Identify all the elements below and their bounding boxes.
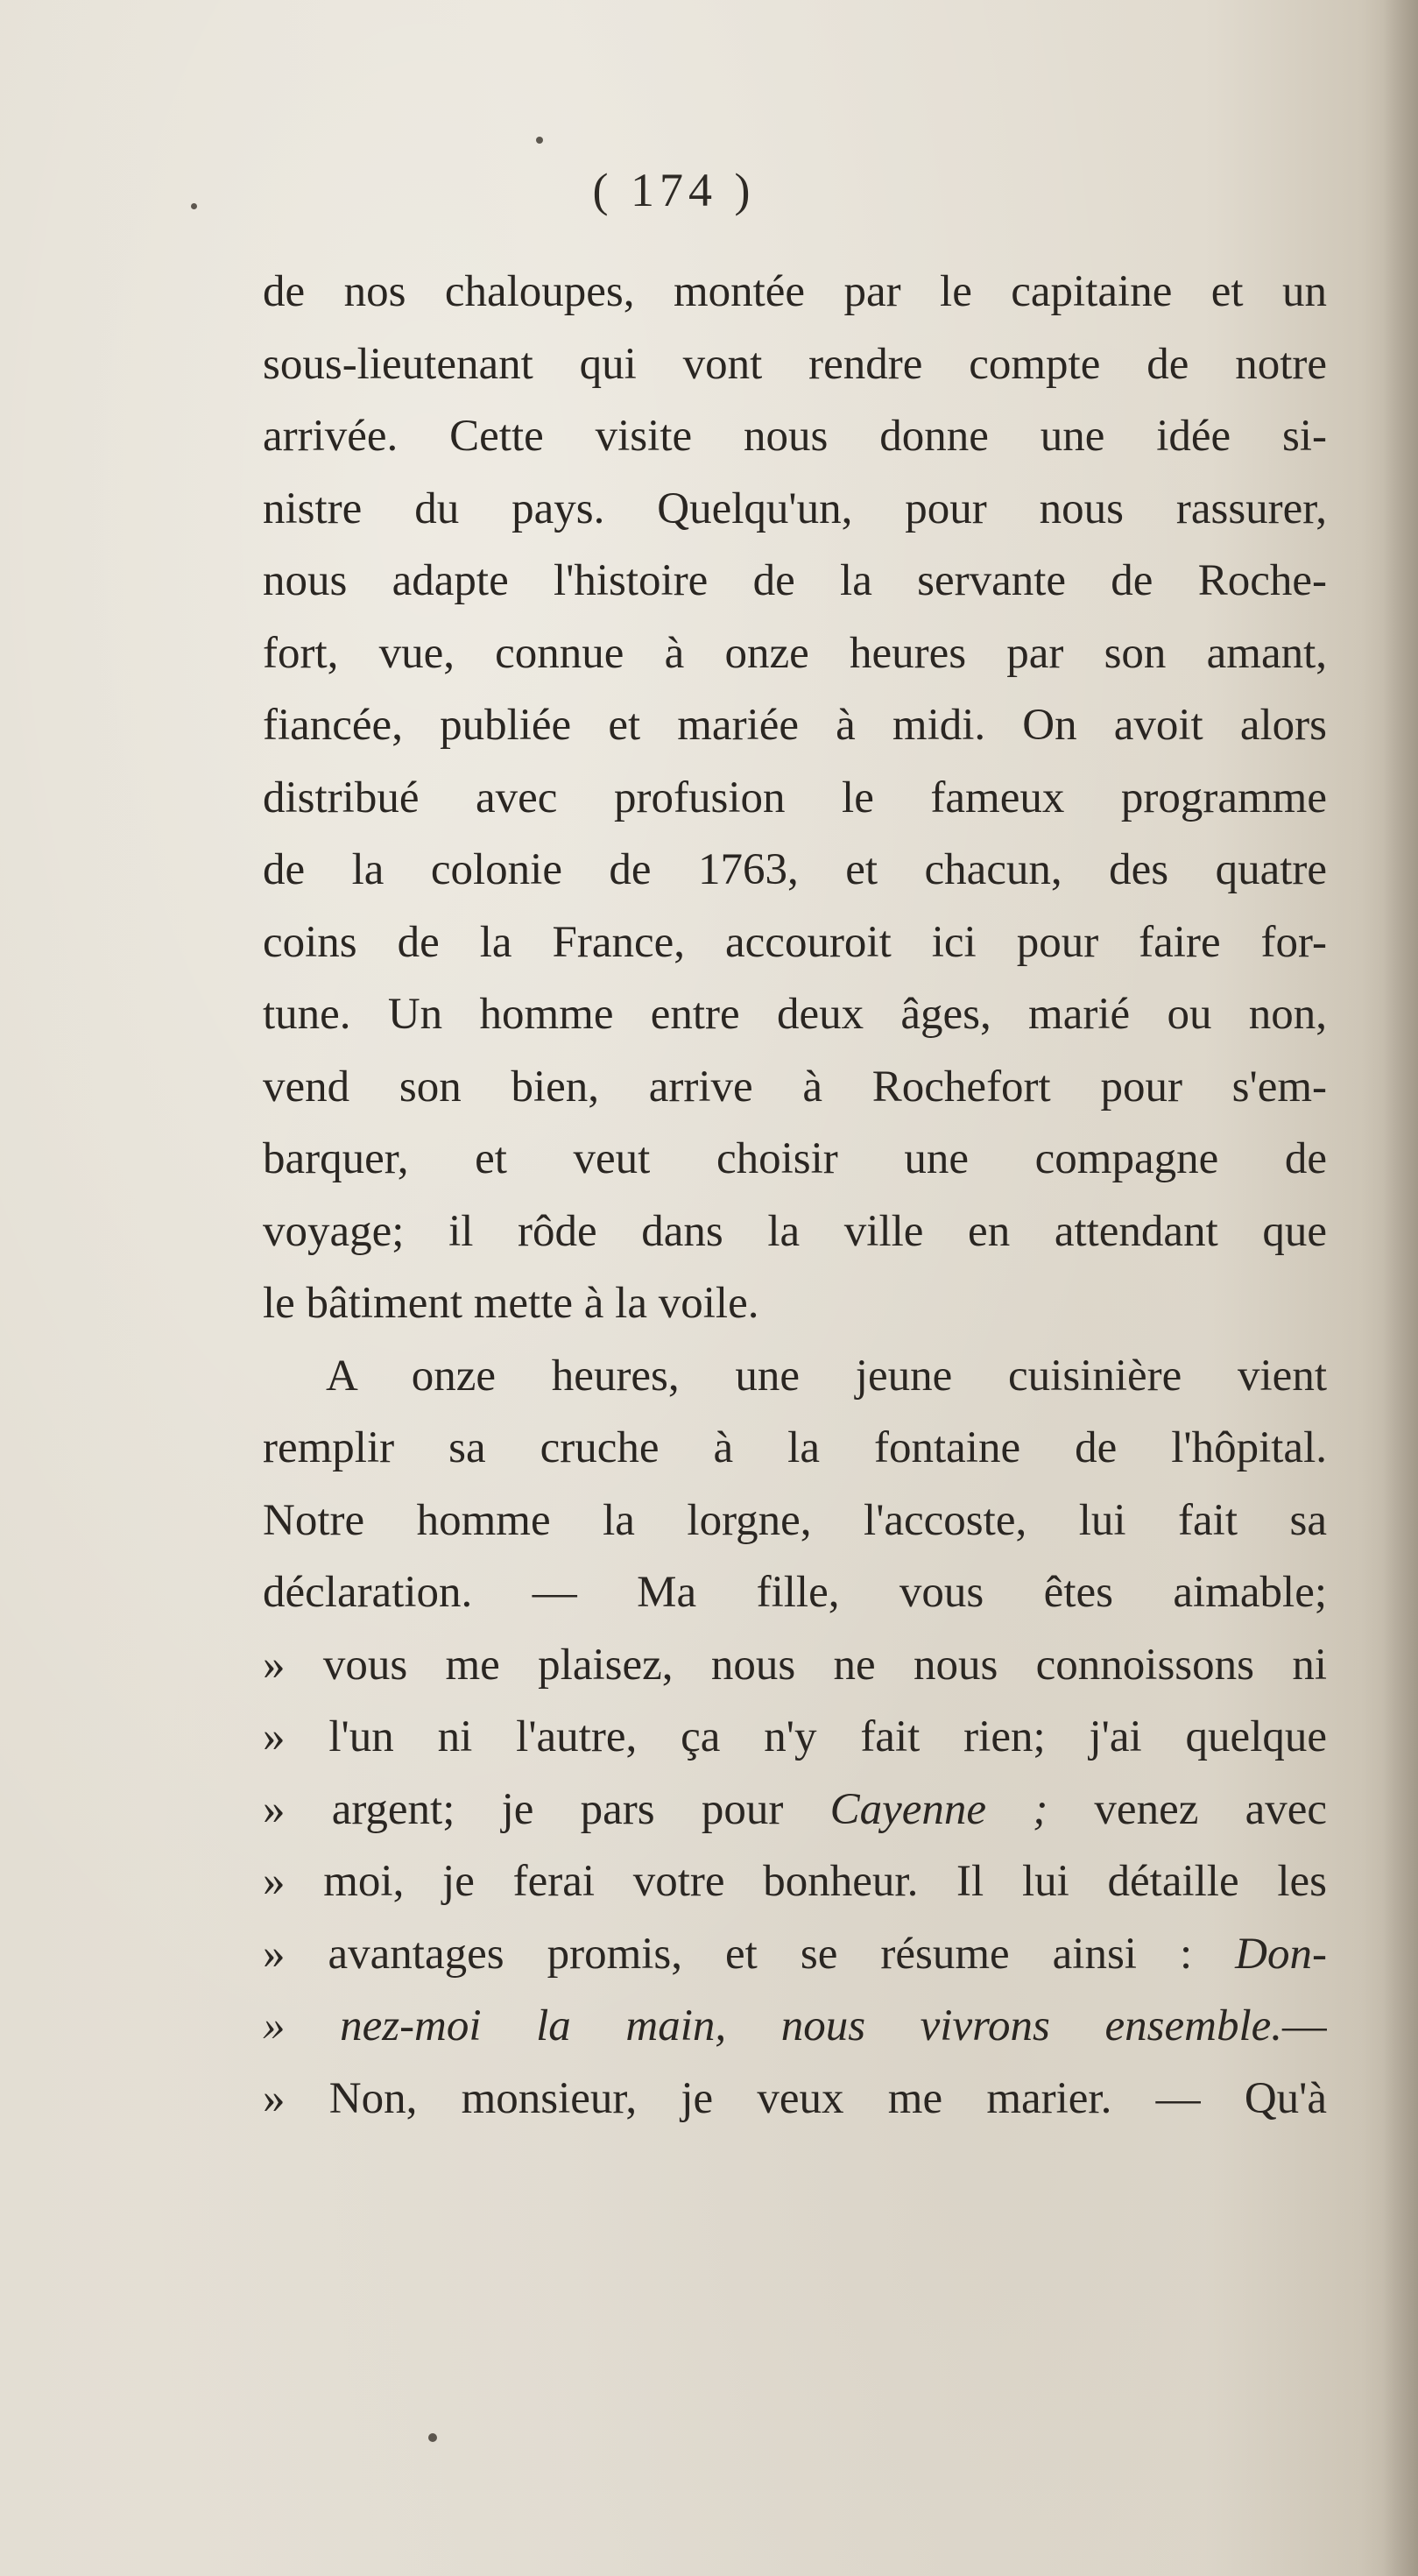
page-edge-shadow: [1383, 0, 1418, 2576]
body-text: [263, 256, 1327, 2135]
text-line: nistre du pays. Quelqu'un, pour nous rassurer,: [263, 483, 1327, 533]
text-line: sous-lieutenant qui vont rendre compte de notre: [263, 339, 1327, 389]
text-line: barquer, et veut choisir une compagne de: [263, 1134, 1327, 1183]
text-line: tune. Un homme entre deux âges, marié ou non,: [263, 990, 1327, 1039]
text-line: nous adapte l'histoire de la servante de Roche-: [263, 556, 1327, 605]
text-segment: » argent; je pars pour: [263, 1784, 830, 1834]
ink-speck: [428, 2433, 437, 2442]
text-line: coins de la France, accouroit ici pour faire for-: [263, 917, 1327, 967]
italic-place-name: Cayenne ;: [829, 1784, 1048, 1834]
text-line: fort, vue, connue à onze heures par son amant,: [263, 628, 1327, 678]
paragraph-end-line: le bâtiment mette à la voile.: [263, 1279, 759, 1328]
text-segment: » avantages promis, et se résume ainsi :: [263, 1929, 1236, 1979]
text-line: arrivée. Cette visite nous donne une idée si-: [263, 412, 1327, 461]
text-line: » moi, je ferai votre bonheur. Il lui détaille les: [263, 1857, 1327, 1906]
text-line: » vous me plaisez, nous ne nous connoissons ni: [263, 1640, 1327, 1690]
text-line: fiancée, publiée et mariée à midi. On avoit alors: [263, 701, 1327, 750]
text-line: [263, 1918, 1327, 1991]
text-line: distribué avec profusion le fameux programme: [263, 773, 1327, 822]
text-line: [263, 1990, 1327, 2063]
text-segment: —: [1282, 2001, 1327, 2050]
text-line: Notre homme la lorgne, l'accoste, lui fait sa: [263, 1495, 1327, 1545]
text-line: déclaration. — Ma fille, vous êtes aimable;: [263, 1568, 1327, 1617]
text-line: [263, 1774, 1327, 1846]
text-line: » Non, monsieur, je veux me marier. — Qu'à: [263, 2073, 1327, 2123]
text-line: de la colonie de 1763, et chacun, des quatre: [263, 845, 1327, 894]
text-segment: venez avec: [1048, 1784, 1327, 1834]
text-line: voyage; il rôde dans la ville en attendant que: [263, 1206, 1327, 1256]
text-line: vend son bien, arrive à Rochefort pour s'em-: [263, 1062, 1327, 1112]
paragraph-start-line: A onze heures, une jeune cuisinière vient: [326, 1351, 1327, 1401]
italic-quote: » nez-moi la main, nous vivrons ensemble.: [263, 2001, 1282, 2050]
ink-speck: [536, 137, 543, 144]
text-line: remplir sa cruche à la fontaine de l'hôpital.: [263, 1423, 1327, 1472]
italic-quote: Don-: [1235, 1929, 1327, 1979]
text-line: » l'un ni l'autre, ça n'y fait rien; j'ai quelque: [263, 1712, 1327, 1761]
text-line: de nos chaloupes, montée par le capitaine et un: [263, 267, 1327, 316]
page-number-header: ( 174 ): [592, 164, 756, 216]
